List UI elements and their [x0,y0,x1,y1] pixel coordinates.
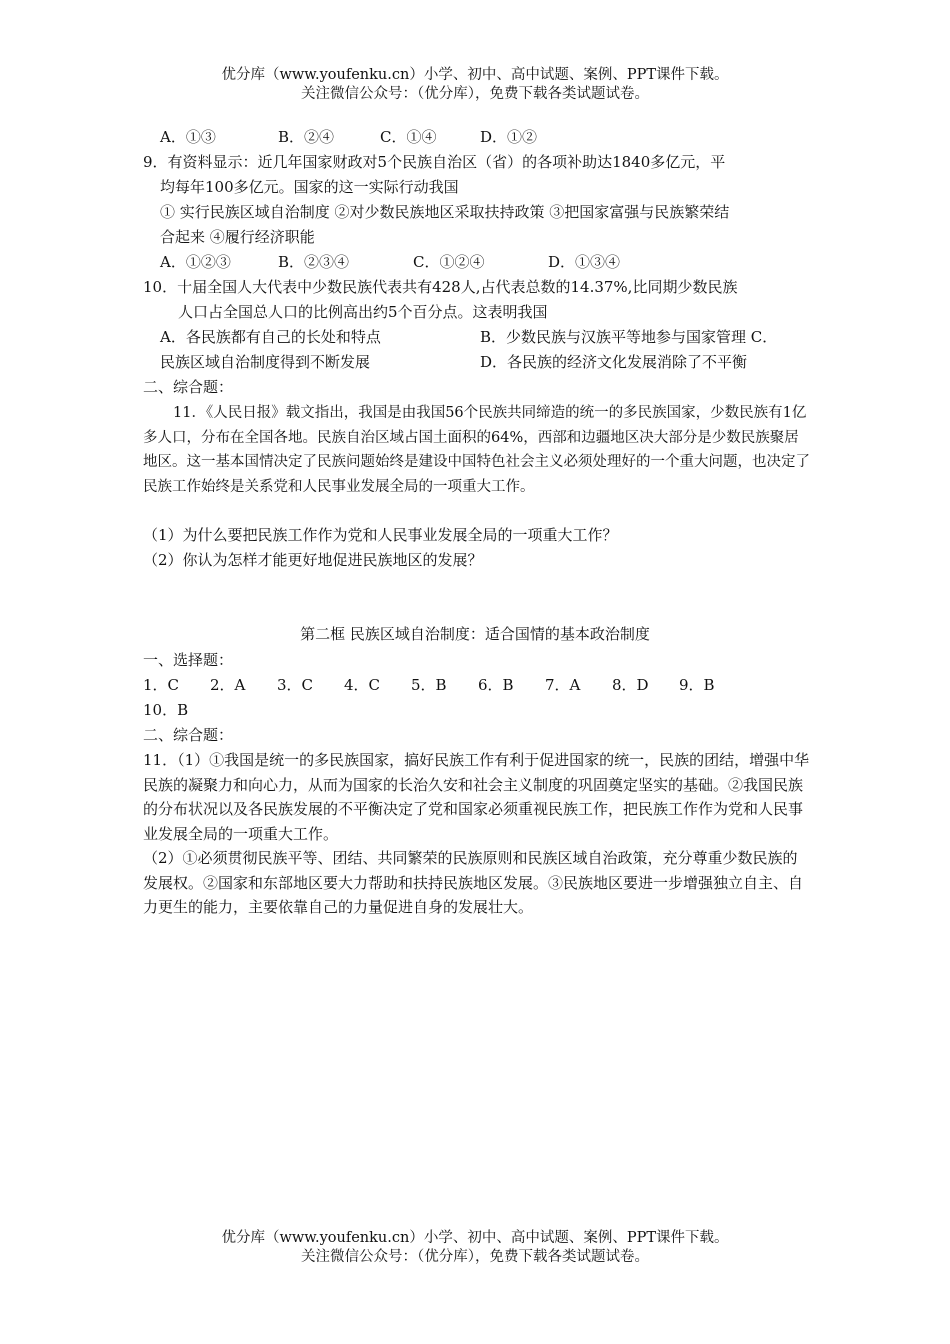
q8-option-c: C．①④ [380,128,437,146]
answers-section-choice: 一、选择题： [143,651,234,669]
answer-item: 4．C [344,676,381,694]
q8-option-d: D．①② [480,128,538,146]
q9-items-line-1: ① 实行民族区域自治制度 ②对少数民族地区采取扶持政策 ③把国家富强与民族繁荣结 [160,203,730,221]
answers-section-comprehensive: 二、综合题： [143,726,234,744]
answer-11-part-2: （2）①必须贯彻民族平等、团结、共同繁荣的民族原则和民族区域自治政策，充分尊重少数民族的发展权。②国家和东部地区要大力帮助和扶持民族地区发展。③民族地区要进一步增强独立自主、自力更生的能力，主要依靠自己的力量促进自身的发展壮大。 [143,849,804,916]
answers-title: 第二框 民族区域自治制度：适合国情的基本政治制度 [300,625,650,643]
answers-row-1 [143,675,729,695]
header-line-2: 关注微信公众号：（优分库），免费下载各类试题试卷。 [301,86,649,102]
q9-stem-line-2: 均每年100多亿元。国家的这一实际行动我国 [160,178,459,196]
footer-line-1: 优分库（www.youfenku.cn）小学、初中、高中试题、案例、PPT课件下载。 [221,1230,729,1246]
q9-stem-line-1: 9．有资料显示：近几年国家财政对5个民族自治区（省）的各项补助达1840多亿元，平 [143,153,726,171]
answer-item: 2．A [210,676,246,694]
q9-option-c: C．①②④ [413,253,485,271]
q10-option-a: A．各民族都有自己的长处和特点 [160,328,381,346]
answer-item: 3．C [277,676,314,694]
q10-option-b: B．少数民族与汉族平等地参与国家管理 C． [480,328,778,346]
answer-item: 1．C [143,676,180,694]
q10-stem-line-2: 人口占全国总人口的比例高出约5个百分点。这表明我国 [178,303,548,321]
answer-item: 7．A [545,676,581,694]
footer-line-2: 关注微信公众号：（优分库），免费下载各类试题试卷。 [301,1249,649,1265]
q10-option-c: 民族区域自治制度得到不断发展 [160,353,371,371]
q10-option-d: D．各民族的经济文化发展消除了不平衡 [480,353,748,371]
answer-item: 5．B [411,676,447,694]
header-line-1: 优分库（www.youfenku.cn）小学、初中、高中试题、案例、PPT课件下载。 [221,67,729,83]
answer-item: 6．B [478,676,514,694]
answer-item: 9．B [679,676,715,694]
q8-option-b: B．②④ [278,128,335,146]
q9-option-b: B．②③④ [278,253,350,271]
q9-option-a: A．①②③ [160,253,231,271]
q11-sub-question-2: （2）你认为怎样才能更好地促进民族地区的发展？ [143,551,483,569]
answer-11-part-1: 11．（1）①我国是统一的多民族国家，搞好民族工作有利于促进国家的统一，民族的团结，增强中华民族的凝聚力和向心力，从而为国家的长治久安和社会主义制度的巩固奠定坚实的基础。②我国民族的分布状况以及各民族发展的不平衡决定了党和国家必须重视民族工作，把民族工作作为党和人民事业发展全局的一项重大工作。 [143,751,810,843]
q9-items-line-2: 合起来 ④履行经济职能 [160,228,315,246]
q9-option-d: D．①③④ [548,253,621,271]
q11-sub-question-1: （1）为什么要把民族工作作为党和人民事业发展全局的一项重大工作？ [143,526,618,544]
q8-option-a: A．①③ [160,128,216,146]
q11-passage: 11．《人民日报》载文指出，我国是由我国56个民族共同缔造的统一的多民族国家，少数民族有1亿多人口，分布在全国各地。民族自治区域占国土面积的64%，西部和边疆地区决大部分是少数民族聚居地区。这一基本国情决定了民族问题始终是建设中国特色社会主义必须处理好的一个重大问题，也决定了民族工作始终是关系党和人民事业发展全局的一项重大工作。 [143,405,810,495]
q10-stem-line-1: 10．十届全国人大代表中少数民族代表共有428人,占代表总数的14.37%,比同期少数民族 [143,278,738,296]
section-heading-comprehensive: 二、综合题： [143,378,234,396]
answer-item: 8．D [612,676,649,694]
answers-row-2: 10．B [143,701,189,719]
